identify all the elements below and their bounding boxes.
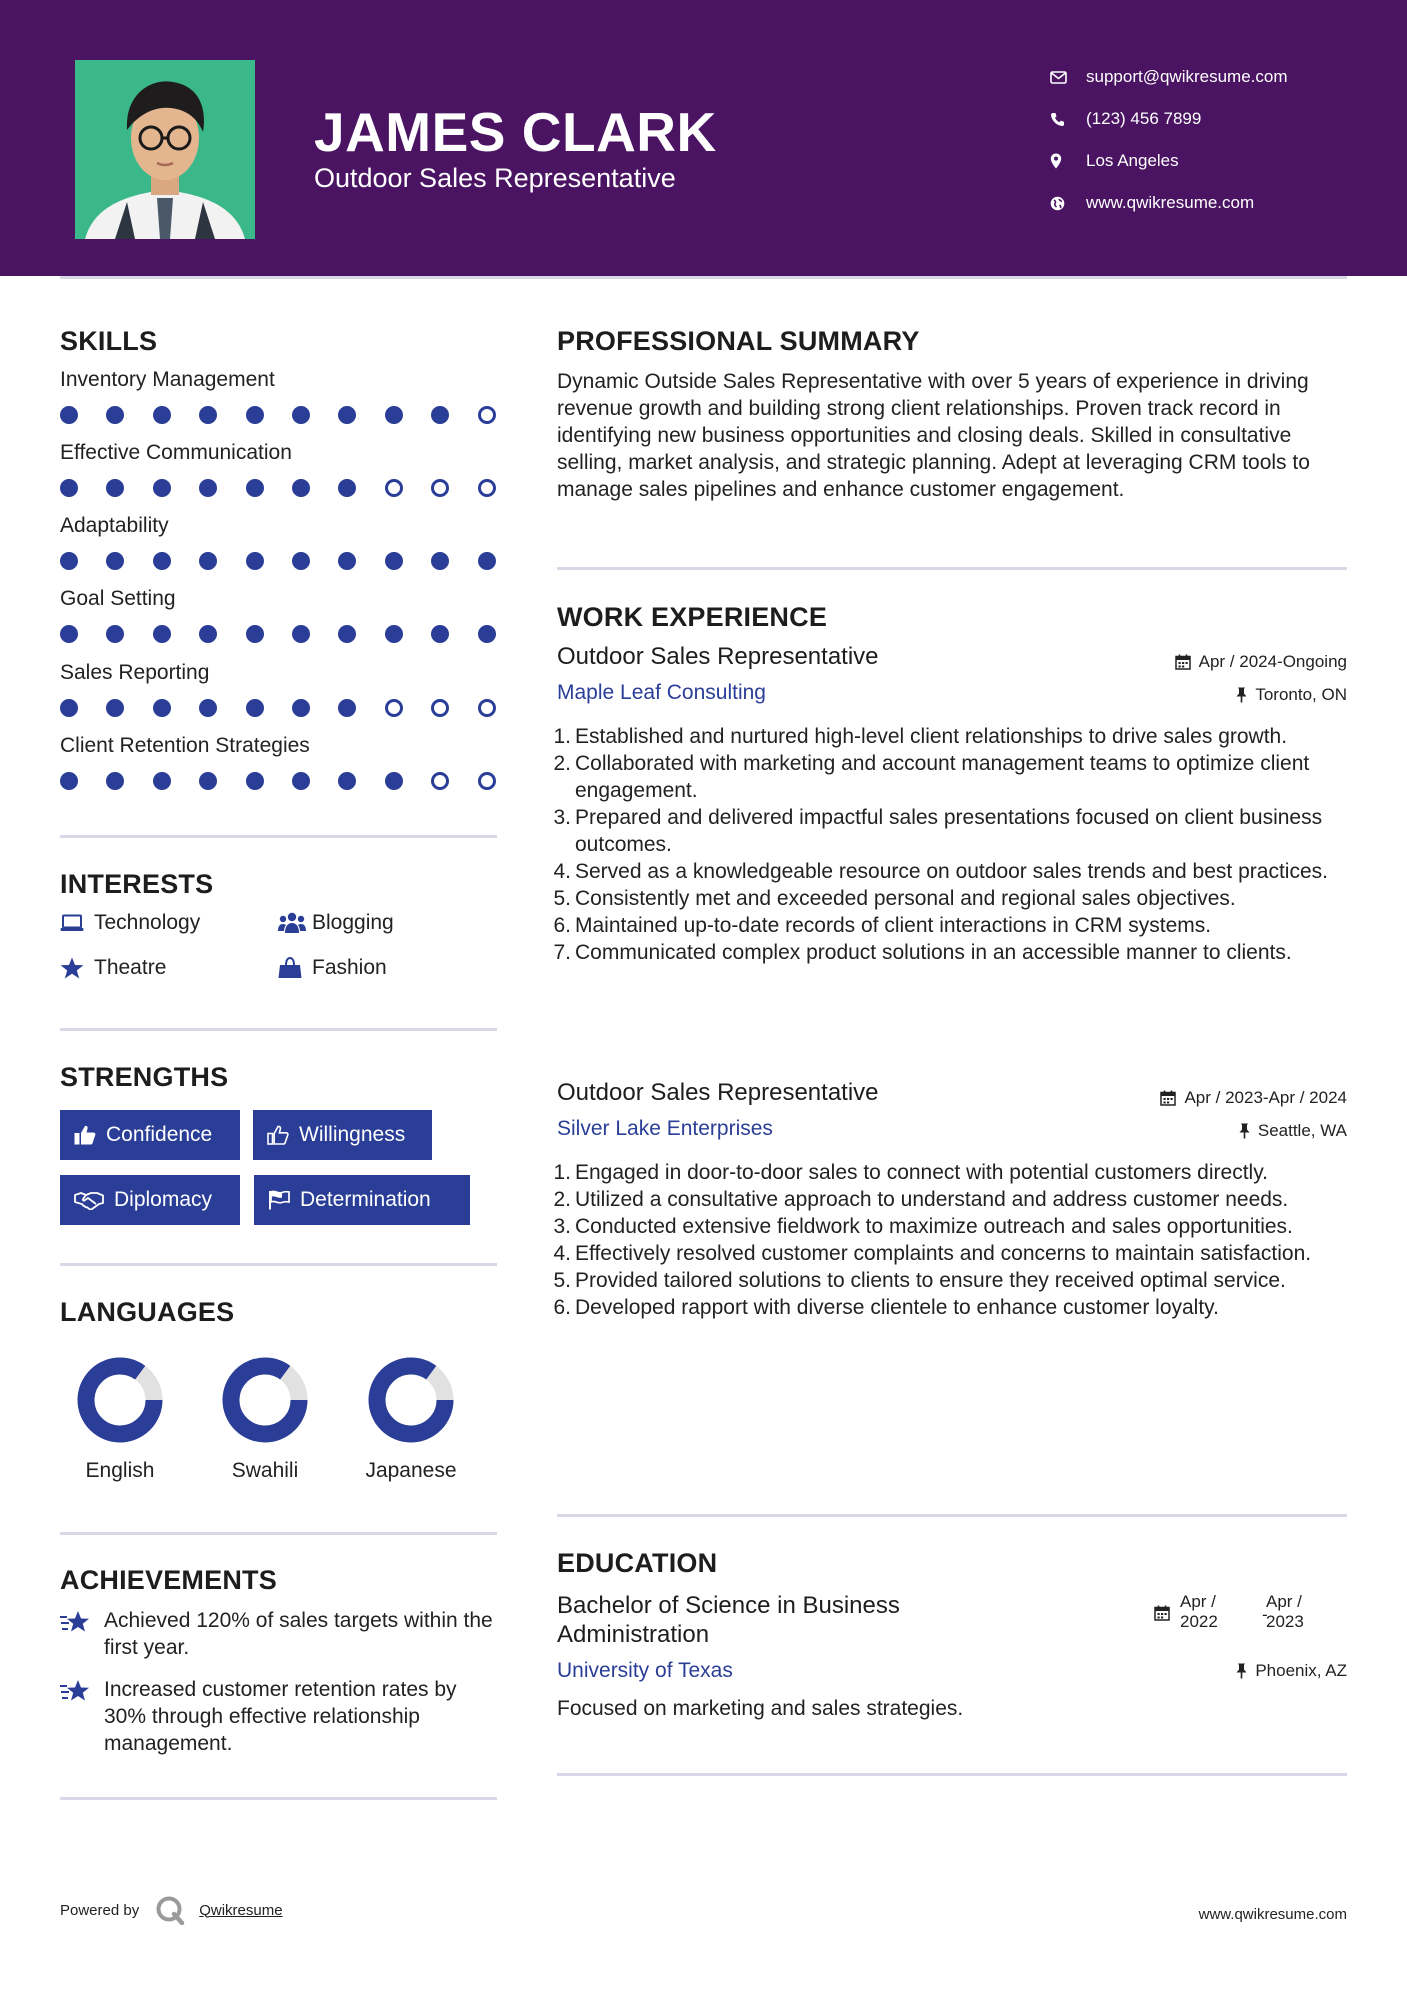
interest-item-theatre — [60, 956, 166, 980]
list-item: 6. Maintained up-to-date records of client interactions in CRM systems. — [553, 914, 1212, 937]
skill-dot-filled — [246, 479, 264, 497]
achievement-item — [60, 1676, 500, 1757]
strength-label: Confidence — [106, 1123, 213, 1146]
list-item: 4. Served as a knowledgeable resource on outdoor sales trends and best practices. — [553, 860, 1328, 883]
education-location-text: Phoenix, AZ — [1255, 1661, 1347, 1680]
contact-website[interactable] — [1050, 182, 1390, 224]
skill-dot-empty — [431, 479, 449, 497]
award-star-icon — [60, 1676, 104, 1757]
bullet-text: Utilized a consultative approach to understand and address customer needs. — [575, 1188, 1289, 1211]
skill-dot-filled — [431, 625, 449, 643]
job-date — [1175, 652, 1347, 672]
job-title: Outdoor Sales Representative — [557, 1079, 879, 1106]
job-location — [1239, 1121, 1347, 1141]
list-item: 2. Utilized a consultative approach to understand and address customer needs. — [553, 1188, 1289, 1211]
skill-dot-empty — [478, 699, 496, 717]
skill-dot-filled — [60, 552, 78, 570]
summary-text: Dynamic Outside Sales Representative with over 5 years of experience in driving revenue growth and building strong client relationships. Proven track record in identifying new business opportunities and closing deals. Skilled in consultative selling, market analysis, and strategic planning. Adept at leveraging CRM tools to manage sales pipelines and enhance customer engagement. — [557, 370, 1310, 501]
candidate-name: JAMES CLARK — [314, 101, 717, 163]
list-item: 6. Developed rapport with diverse clientele to enhance customer loyalty. — [553, 1296, 1219, 1319]
languages-title: LANGUAGES — [60, 1297, 235, 1327]
thumbs-up-solid-icon — [74, 1125, 96, 1145]
interest-label: Blogging — [312, 911, 394, 934]
profile-photo — [75, 60, 255, 239]
skill-dot-filled — [385, 552, 403, 570]
skill-dot-filled — [106, 406, 124, 424]
skill-dot-filled — [338, 699, 356, 717]
bullet-text: Established and nurtured high-level client relationships to drive sales growth. — [575, 725, 1288, 748]
education-description: Focused on marketing and sales strategies. — [557, 1697, 964, 1720]
strength-label: Determination — [300, 1188, 431, 1211]
globe-icon — [1050, 196, 1086, 211]
skill-dot-filled — [246, 625, 264, 643]
skill-dot-filled — [292, 625, 310, 643]
education-end-year: 2023 — [1266, 1612, 1304, 1631]
bullet-text: Engaged in door-to-door sales to connect with potential customers directly. — [575, 1161, 1268, 1184]
skill-dot-filled — [199, 625, 217, 643]
phone-icon — [1050, 112, 1086, 127]
contact-email[interactable] — [1050, 56, 1390, 98]
pushpin-icon — [1236, 1663, 1247, 1679]
school-name: University of Texas — [557, 1659, 733, 1682]
skill-dot-filled — [153, 552, 171, 570]
job-date-text: Apr / 2023-Apr / 2024 — [1184, 1088, 1347, 1107]
education-start-month: Apr / — [1180, 1592, 1216, 1611]
interest-item-technology — [60, 911, 200, 935]
list-item: 1. Engaged in door-to-door sales to connect with potential customers directly. — [553, 1161, 1268, 1184]
skill-dot-filled — [199, 479, 217, 497]
bullet-text: Consistently met and exceeded personal and regional sales objectives. — [575, 887, 1236, 910]
skill-dot-filled — [153, 479, 171, 497]
candidate-role: Outdoor Sales Representative — [314, 163, 676, 193]
skill-dot-filled — [246, 772, 264, 790]
section-divider — [60, 1532, 497, 1535]
skill-dot-filled — [385, 772, 403, 790]
section-divider — [60, 1797, 497, 1800]
skill-dot-filled — [338, 625, 356, 643]
skill-dot-filled — [60, 699, 78, 717]
skill-rating — [60, 695, 500, 721]
pushpin-icon — [1239, 1123, 1250, 1139]
summary-title: PROFESSIONAL SUMMARY — [557, 326, 920, 356]
skill-dot-filled — [199, 552, 217, 570]
skill-item — [60, 661, 500, 721]
education-title: EDUCATION — [557, 1548, 718, 1578]
interest-item-blogging — [278, 911, 394, 935]
section-divider — [60, 1028, 497, 1031]
header-divider — [60, 276, 1347, 279]
experience-title: WORK EXPERIENCE — [557, 602, 828, 632]
list-item: 3. Conducted extensive fieldwork to maximize outreach and sales opportunities. — [553, 1215, 1293, 1238]
language-label: Japanese — [365, 1459, 457, 1482]
skill-dot-filled — [338, 552, 356, 570]
skill-dot-filled — [60, 772, 78, 790]
section-divider — [557, 567, 1347, 570]
laptop-icon — [60, 914, 94, 932]
calendar-icon — [1154, 1605, 1170, 1626]
education-end-month: Apr / — [1266, 1592, 1302, 1611]
skill-dot-filled — [292, 772, 310, 790]
skill-dot-filled — [199, 406, 217, 424]
contact-list — [1050, 56, 1390, 224]
job-date-text: Apr / 2024-Ongoing — [1198, 652, 1347, 671]
handshake-icon — [74, 1190, 104, 1210]
skill-dot-filled — [153, 406, 171, 424]
skill-dot-filled — [106, 479, 124, 497]
section-divider — [60, 1263, 497, 1266]
strength-badge-diplomacy — [60, 1175, 240, 1225]
skill-rating — [60, 768, 500, 794]
skill-dot-filled — [431, 552, 449, 570]
bullet-text: Developed rapport with diverse clientele to enhance customer loyalty. — [575, 1296, 1219, 1319]
flag-icon — [268, 1190, 290, 1210]
skill-rating — [60, 548, 500, 574]
skill-dot-filled — [292, 406, 310, 424]
strength-label: Willingness — [299, 1123, 406, 1146]
list-item: 5. Provided tailored solutions to clients to ensure they received optimal service. — [553, 1269, 1286, 1292]
skill-rating — [60, 475, 500, 501]
language-progress-ring — [75, 1355, 165, 1445]
section-divider — [557, 1514, 1347, 1517]
skill-name: Inventory Management — [60, 368, 275, 391]
degree-line-2: Administration — [557, 1621, 710, 1648]
skill-dot-filled — [106, 772, 124, 790]
degree-title — [557, 1591, 900, 1649]
language-label: Swahili — [231, 1459, 299, 1482]
bullet-text: Conducted extensive fieldwork to maximize outreach and sales opportunities. — [575, 1215, 1293, 1238]
list-item: 2. Collaborated with marketing and account management teams to optimize client engagement. — [553, 752, 1310, 802]
skill-name: Goal Setting — [60, 587, 176, 610]
skill-dot-filled — [199, 772, 217, 790]
skill-dot-filled — [431, 406, 449, 424]
skill-dot-filled — [106, 552, 124, 570]
skill-dot-filled — [246, 406, 264, 424]
skill-dot-empty — [478, 406, 496, 424]
skill-dot-filled — [153, 772, 171, 790]
skill-dot-filled — [292, 552, 310, 570]
bullet-text: Provided tailored solutions to clients to ensure they received optimal service. — [575, 1269, 1286, 1292]
language-item — [50, 1355, 190, 1483]
achievement-text: Achieved 120% of sales targets within the first year. — [104, 1609, 493, 1659]
users-icon — [278, 912, 312, 934]
bullet-text: Served as a knowledgeable resource on outdoor sales trends and best practices. — [575, 860, 1328, 883]
envelope-icon — [1050, 71, 1086, 84]
bullet-text: Collaborated with marketing and account management teams to optimize client engagement. — [575, 752, 1310, 802]
skill-rating — [60, 621, 500, 647]
skill-dot-filled — [153, 625, 171, 643]
skill-dot-filled — [385, 625, 403, 643]
skill-dot-empty — [478, 772, 496, 790]
skill-dot-filled — [338, 479, 356, 497]
skill-dot-filled — [106, 625, 124, 643]
contact-phone[interactable] — [1050, 98, 1390, 140]
degree-line-1: Bachelor of Science in Business — [557, 1592, 900, 1619]
skill-item — [60, 368, 500, 428]
list-item: 3. Prepared and delivered impactful sales presentations focused on client business outcomes. — [553, 806, 1323, 856]
section-divider — [557, 1773, 1347, 1776]
skill-item — [60, 514, 500, 574]
language-item — [341, 1355, 481, 1483]
qwikresume-link[interactable]: Qwikresume — [199, 1901, 283, 1919]
education-location — [1236, 1661, 1347, 1681]
strength-badge-determination — [254, 1175, 470, 1225]
list-item: 1. Established and nurtured high-level client relationships to drive sales growth. — [553, 725, 1288, 748]
thumbs-up-outline-icon — [267, 1125, 289, 1145]
strengths-title: STRENGTHS — [60, 1062, 229, 1092]
education-date — [1154, 1592, 1354, 1632]
skill-item — [60, 441, 500, 501]
job-location-text: Toronto, ON — [1255, 685, 1347, 704]
skill-name: Sales Reporting — [60, 661, 210, 684]
job-bullets — [553, 723, 1347, 966]
skill-dot-filled — [60, 625, 78, 643]
skill-dot-filled — [60, 479, 78, 497]
job-bullets — [553, 1159, 1347, 1321]
pushpin-icon — [1236, 687, 1247, 703]
company-name: Silver Lake Enterprises — [557, 1117, 773, 1140]
bullet-text: Maintained up-to-date records of client interactions in CRM systems. — [575, 914, 1212, 937]
contact-location-text: Los Angeles — [1086, 151, 1179, 170]
calendar-icon — [1175, 654, 1191, 670]
section-divider — [60, 835, 497, 838]
job-location-text: Seattle, WA — [1257, 1121, 1347, 1140]
bullet-text: Prepared and delivered impactful sales presentations focused on client business outcomes. — [575, 806, 1323, 856]
skill-dot-filled — [153, 699, 171, 717]
resume-header — [0, 0, 1407, 276]
list-item: 5. Consistently met and exceeded personal and regional sales objectives. — [553, 887, 1236, 910]
job-title: Outdoor Sales Representative — [557, 643, 879, 670]
skill-item — [60, 734, 500, 794]
skill-dot-filled — [246, 552, 264, 570]
skill-dot-filled — [292, 699, 310, 717]
skill-dot-empty — [478, 479, 496, 497]
qwikresume-logo-icon — [155, 1895, 185, 1925]
strength-badge-willingness — [253, 1110, 432, 1160]
contact-website-text: www.qwikresume.com — [1086, 193, 1255, 212]
language-item — [195, 1355, 335, 1483]
skill-dot-empty — [431, 772, 449, 790]
skill-dot-empty — [431, 699, 449, 717]
skill-dot-filled — [338, 772, 356, 790]
strength-badge-confidence — [60, 1110, 240, 1160]
skill-name: Adaptability — [60, 514, 169, 537]
skill-dot-filled — [60, 406, 78, 424]
contact-location — [1050, 140, 1390, 182]
star-icon — [60, 957, 94, 979]
interest-label: Theatre — [94, 956, 167, 979]
job-location — [1236, 685, 1347, 705]
footer-powered-by — [60, 1895, 283, 1925]
contact-phone-text: (123) 456 7899 — [1086, 109, 1202, 128]
skill-name: Effective Communication — [60, 441, 292, 464]
achievement-item — [60, 1607, 500, 1661]
achievement-text: Increased customer retention rates by 30% through effective relationship management. — [104, 1678, 457, 1755]
footer-site[interactable]: www.qwikresume.com — [1198, 1906, 1347, 1923]
job-date — [1160, 1088, 1347, 1108]
profile-photo-illustration — [75, 60, 255, 239]
list-item: 4. Effectively resolved customer complaints and concerns to maintain satisfaction. — [553, 1242, 1312, 1265]
skill-item — [60, 587, 500, 647]
skill-dot-empty — [385, 699, 403, 717]
education-start-date — [1180, 1592, 1218, 1632]
map-marker-icon — [1050, 153, 1086, 169]
language-progress-ring — [366, 1355, 456, 1445]
achievements-title: ACHIEVEMENTS — [60, 1565, 277, 1595]
list-item: 7. Communicated complex product solutions in an accessible manner to clients. — [553, 941, 1292, 964]
bullet-text: Effectively resolved customer complaints and concerns to maintain satisfaction. — [575, 1242, 1312, 1265]
skill-dot-filled — [478, 552, 496, 570]
award-star-icon — [60, 1607, 104, 1661]
contact-email-text: support@qwikresume.com — [1086, 67, 1288, 86]
bullet-text: Communicated complex product solutions in an accessible manner to clients. — [575, 941, 1292, 964]
interests-title: INTERESTS — [60, 869, 214, 899]
skill-dot-empty — [385, 479, 403, 497]
interest-label: Technology — [94, 911, 201, 934]
skill-dot-filled — [338, 406, 356, 424]
skill-dot-filled — [385, 406, 403, 424]
skill-rating — [60, 402, 500, 428]
shopping-bag-icon — [278, 957, 312, 979]
education-end-date — [1266, 1592, 1304, 1632]
calendar-icon — [1160, 1090, 1176, 1106]
skills-title: SKILLS — [60, 326, 158, 356]
interest-label: Fashion — [312, 956, 387, 979]
company-name: Maple Leaf Consulting — [557, 681, 766, 704]
language-label: English — [85, 1459, 155, 1482]
skill-dot-filled — [292, 479, 310, 497]
interest-item-fashion — [278, 956, 387, 980]
skill-name: Client Retention Strategies — [60, 734, 310, 757]
skill-dot-filled — [199, 699, 217, 717]
strength-label: Diplomacy — [114, 1188, 213, 1211]
skill-dot-filled — [106, 699, 124, 717]
powered-by-text: Powered by — [60, 1901, 140, 1919]
education-start-year: 2022 — [1180, 1612, 1218, 1631]
skill-dot-filled — [478, 625, 496, 643]
education-date-separator: - — [1262, 1605, 1268, 1624]
skill-dot-filled — [246, 699, 264, 717]
language-progress-ring — [220, 1355, 310, 1445]
